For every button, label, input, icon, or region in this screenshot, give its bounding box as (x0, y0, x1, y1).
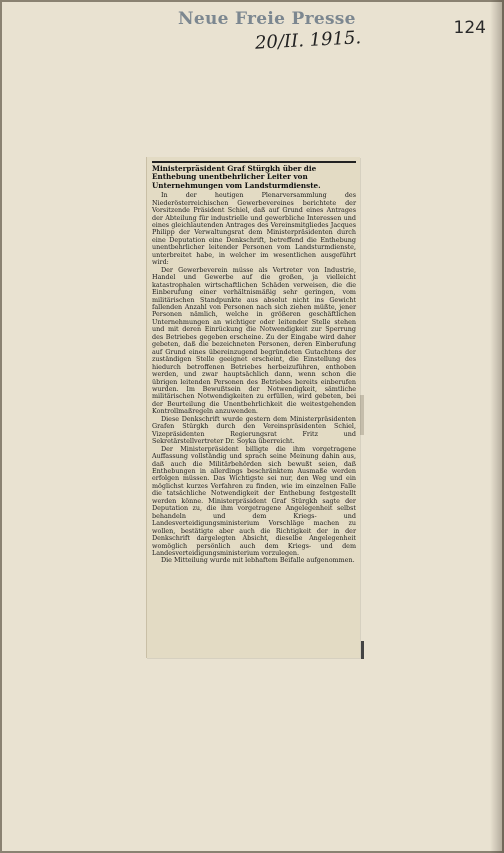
clipping-top-rule (152, 161, 356, 163)
newspaper-masthead: Neue Freie Presse (178, 9, 356, 29)
article-paragraph: Der Ministerpräsident billigte die ihm vorgetragene Auffassung vollständig und sprach seine Meinung dahin aus, daß auch die Militärbehörden sich bewußt seien, daß Enthebungen in allerdings beschränktem Ausmaße werden erfolgen müssen. Das Wichtigste sei nur, den Weg und ein möglichst kurzes Verfahren zu finden, wie im einzelnen Falle die tatsächliche Notwendigkeit der Enthebung festgestellt werden könne. Ministerpräsident Graf Stürgkh sagte der Deputation zu, die ihm vorgetragene Angelegenheit selbst behandeln und dem Kriegs- und Landesverteidigungsministerium Vorschläge machen zu wollen, bestätigte aber auch die Richtigkeit der in der Denkschrift dargelegten Absicht, dieselbe Angelegenheit womöglich persönlich auch dem Kriegs- und dem Landesverteidigungsministerium vorzulegen. (152, 444, 356, 557)
article-paragraph: Diese Denkschrift wurde gestern dem Ministerpräsidenten Grafen Stürgkh durch den Vereinspräsidenten Schiel, Vizepräsidenten Regierungsrat Fritz und Sekretärstellvertreter Dr. Soyka überreicht. (152, 414, 356, 446)
margin-marker (361, 641, 364, 659)
newspaper-clipping (146, 157, 360, 658)
article-paragraph: In der heutigen Plenarversammlung des Niederösterreichischen Gewerbevereines berichtete der Vorsitzende Präsident Schiel, daß auf Grund eines Antrages der Abteilung für industrielle und gewerbliche Interessen und eines gleichlautenden Antrages des Vereinsmitgliedes Jacques Philipp der Verwaltungsrat dem Ministerpräsidenten durch eine Deputation eine Denkschrift, betreffend die Enthebung unentbehrlicher leitender Personen vom Landsturmdienste, unterbreitet habe, in welcher im wesentlichen ausgeführt wird: (152, 191, 356, 267)
article-headline: Ministerpräsident Graf Stürgkh über die Enthebung unentbehrlicher Leiter von Unternehmungen vom Landsturmdienste. (152, 164, 321, 190)
clipping-edge-stain (360, 395, 364, 435)
article-paragraph: Der Gewerbeverein müsse als Vertreter von Industrie, Handel und Gewerbe auf die großen, ja vielleicht katastrophalen wirtschaftlichen Schäden verweisen, die die Einberufung einer verhältnismäßig sehr geringen, vom militärischen Standpunkte aus absolut nicht ins Gewicht fallenden Anzahl von Personen nach sich ziehen müßte, jener Personen nämlich, welche in größeren geschäftlichen Unternehmungen an wichtiger oder leitender Stelle stehen und mit deren Einrückung die Notwendigkeit zur Sperrung des Betriebes gegeben erscheine. Zu der Eingabe wird daher gebeten, daß die bezeichneten Personen, deren Einberufung auf Grund eines übereinzugend begründeten Gutachtens der zuständigen Stelle geeignet erscheint, die Einstellung des hiedurch betroffenen Betriebes herbeizuführen, enthoben werden, und zwar hauptsächlich dann, wenn schon die übrigen leitenden Personen des Betriebes bereits einberufen wurden. Im Bewußtsein der Notwendigkeit, sämtliche militärischen Notwendigkeiten zu erfüllen, wird gebeten, bei der Beurteilung die Unentbehrlichkeit die weitestgehenden Kontrollmaßregeln anzuwenden. (152, 265, 356, 416)
page-number: 124 (453, 18, 486, 38)
handwritten-date: 20/II. 1915. (254, 27, 362, 54)
article-paragraph: Die Mitteilung wurde mit lebhaftem Beifalle aufgenommen. (161, 556, 355, 565)
page-edge-shadow (490, 0, 504, 853)
